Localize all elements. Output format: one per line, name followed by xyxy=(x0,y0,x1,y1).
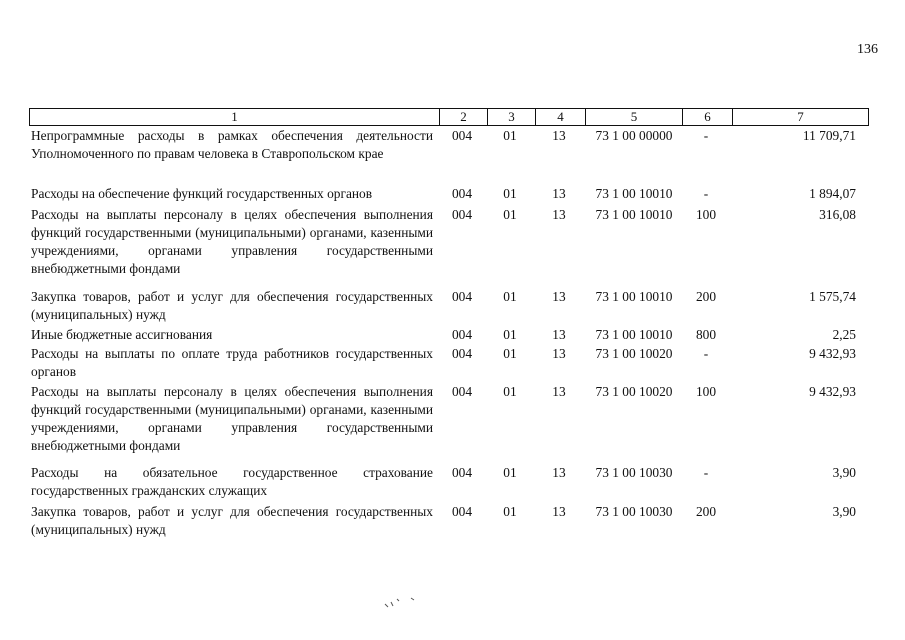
row-code-4: 13 xyxy=(552,346,566,361)
row-code-2: 004 xyxy=(451,346,473,361)
row-code-3: 01 xyxy=(503,186,517,201)
row-description: Расходы на выплаты по оплате труда работников государственных органов xyxy=(31,346,433,379)
row-code-6: - xyxy=(703,186,709,201)
row-code-2: 004 xyxy=(451,128,473,143)
row-code-3: 01 xyxy=(503,384,517,399)
row-code-5: 73 1 00 10030 xyxy=(595,465,673,480)
row-description: Расходы на обеспечение функций государственных органов xyxy=(31,186,373,201)
row-code-4: 13 xyxy=(552,384,566,399)
row-code-3: 01 xyxy=(503,128,517,143)
row-code-6: - xyxy=(703,346,709,361)
row-code-5: 73 1 00 10010 xyxy=(595,207,673,222)
header-col-7: 7 xyxy=(732,109,868,125)
header-col-3: 3 xyxy=(487,109,535,125)
row-code-3: 01 xyxy=(503,327,517,342)
row-code-6: 200 xyxy=(695,504,717,519)
row-amount: 9 432,93 xyxy=(809,346,856,361)
row-code-2: 004 xyxy=(451,384,473,399)
row-code-4: 13 xyxy=(552,289,566,304)
row-code-4: 13 xyxy=(552,207,566,222)
row-description: Иные бюджетные ассигнования xyxy=(31,327,213,342)
scan-specks xyxy=(383,596,423,610)
row-code-5: 73 1 00 10010 xyxy=(595,186,673,201)
row-amount: 9 432,93 xyxy=(809,384,856,399)
row-code-6: 100 xyxy=(695,384,717,399)
row-amount: 1 575,74 xyxy=(809,289,856,304)
row-description: Закупка товаров, работ и услуг для обеспечения государственных (муниципальных) нужд xyxy=(31,289,433,322)
row-code-2: 004 xyxy=(451,504,473,519)
row-amount: 3,90 xyxy=(832,504,856,519)
row-code-4: 13 xyxy=(552,327,566,342)
row-code-3: 01 xyxy=(503,504,517,519)
row-code-5: 73 1 00 10010 xyxy=(595,289,673,304)
header-col-6: 6 xyxy=(682,109,732,125)
row-code-2: 004 xyxy=(451,207,473,222)
row-code-6: 200 xyxy=(695,289,717,304)
row-amount: 11 709,71 xyxy=(802,128,856,143)
row-code-5: 73 1 00 10020 xyxy=(595,384,673,399)
table-header xyxy=(29,108,869,126)
row-code-2: 004 xyxy=(451,289,473,304)
row-code-2: 004 xyxy=(451,327,473,342)
row-amount: 3,90 xyxy=(832,465,856,480)
row-code-4: 13 xyxy=(552,128,566,143)
header-col-1: 1 xyxy=(231,109,238,124)
header-col-4: 4 xyxy=(535,109,585,125)
row-code-3: 01 xyxy=(503,207,517,222)
row-code-3: 01 xyxy=(503,465,517,480)
row-code-3: 01 xyxy=(503,346,517,361)
row-code-2: 004 xyxy=(451,186,473,201)
row-amount: 2,25 xyxy=(832,327,856,342)
row-description: Расходы на выплаты персоналу в целях обеспечения выполнения функций государственными (муниципальными) органами, казенными учреждениями, органами управления государственными внебюджетными фондами xyxy=(31,207,433,276)
row-code-6: - xyxy=(703,128,709,143)
row-description: Закупка товаров, работ и услуг для обеспечения государственных (муниципальных) нужд xyxy=(31,504,433,537)
row-code-3: 01 xyxy=(503,289,517,304)
row-amount: 1 894,07 xyxy=(809,186,856,201)
row-code-6: - xyxy=(703,465,709,480)
row-description: Непрограммные расходы в рамках обеспечения деятельности Уполномоченного по правам человека в Ставропольском крае xyxy=(31,128,433,161)
row-description: Расходы на выплаты персоналу в целях обеспечения выполнения функций государственными (муниципальными) органами, казенными учреждениями, органами управления государственными внебюджетными фондами xyxy=(31,384,433,453)
header-col-2: 2 xyxy=(439,109,487,125)
row-code-4: 13 xyxy=(552,186,566,201)
row-code-5: 73 1 00 10010 xyxy=(595,327,673,342)
row-code-6: 800 xyxy=(695,327,717,342)
row-code-4: 13 xyxy=(552,504,566,519)
row-code-2: 004 xyxy=(451,465,473,480)
row-amount: 316,08 xyxy=(819,207,856,222)
row-code-5: 73 1 00 10030 xyxy=(595,504,673,519)
row-description: Расходы на обязательное государственное страхование государственных гражданских служащих xyxy=(31,465,433,498)
row-code-6: 100 xyxy=(695,207,717,222)
header-col-5: 5 xyxy=(585,109,682,125)
row-code-5: 73 1 00 00000 xyxy=(595,128,673,143)
page-number: 136 xyxy=(857,42,878,57)
row-code-5: 73 1 00 10020 xyxy=(595,346,673,361)
row-code-4: 13 xyxy=(552,465,566,480)
